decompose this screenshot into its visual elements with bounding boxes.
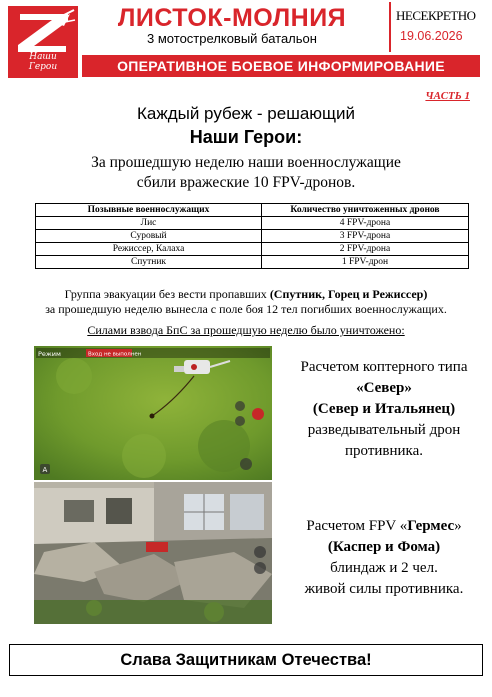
header-divider: [389, 2, 391, 52]
unit-name: 3 мотострелковый батальон: [147, 31, 317, 46]
crew-name-hermes: Гермес: [407, 518, 455, 534]
table-header-row: [36, 204, 469, 217]
headline: Каждый рубеж - решающий: [136, 104, 356, 123]
callsign-cell: Режиссер, Калаха: [36, 243, 262, 256]
drone-strike-photo-1: [34, 346, 272, 480]
table-row: [36, 230, 469, 243]
unit-logo: [8, 6, 78, 78]
logo-caption-line2: Герои: [28, 62, 58, 72]
callsign-cell: Спутник: [36, 256, 262, 269]
table-row: [36, 256, 469, 269]
logo-caption: [8, 52, 78, 72]
evacuation-pre: Группа эвакуации без вести пропавших: [64, 287, 270, 301]
caption1-line3: [286, 399, 482, 420]
table-row: [36, 243, 469, 256]
intro-line-1: За прошедшую неделю наши военнослужащие: [91, 154, 401, 171]
caption-hermes-crew: [286, 516, 482, 600]
green-field-image: [34, 346, 272, 480]
evacuation-line-2: за прошедшую неделю вынесла с поле боя 12 тел погибших военнослужащих.: [45, 302, 447, 316]
crew-members-hermes: (Каспер и Фома): [327, 539, 441, 555]
leaflet-header: [0, 0, 492, 84]
caption2-line3: блиндаж и 2 чел.: [330, 560, 438, 576]
svg-text:A: A: [42, 466, 48, 474]
logo-caption-line1: Наши: [29, 52, 57, 62]
heroes-table: [35, 203, 469, 269]
crew-members-north: (Север и Итальянец): [312, 401, 456, 417]
caption2-line1: Расчетом FPV «Гермес»: [306, 518, 462, 534]
evacuation-names: (Спутник, Горец и Режиссер): [269, 287, 428, 301]
classification-label: НЕСЕКРЕТНО: [396, 8, 476, 23]
platoon-results-heading: Силами взвода БпС за прошедшую неделю было уничтожено:: [87, 323, 405, 337]
ruined-building-image: [34, 482, 272, 624]
drones-cell: 1 FPV-дрон: [262, 256, 469, 269]
callsign-cell: Лис: [36, 217, 262, 230]
issue-date: 19.06.2026: [400, 29, 463, 43]
caption1-line5: противника.: [344, 443, 424, 459]
drones-cell: 2 FPV-дрона: [262, 243, 469, 256]
part-label: ЧАСТЬ 1: [425, 90, 470, 102]
column-header-callsigns: Позывные военнослужащих: [36, 204, 262, 217]
callsign-cell: Суровый: [36, 230, 262, 243]
caption-north-crew: [286, 357, 482, 462]
drones-cell: 3 FPV-дрона: [262, 230, 469, 243]
footer-slogan: Слава Защитникам Отечества!: [9, 644, 483, 676]
subheadline: Наши Герои:: [189, 127, 303, 147]
caption2-line2: [286, 537, 482, 558]
caption1-line1: Расчетом коптерного типа: [300, 359, 468, 375]
osd-status-tag: Вход не выполнен: [88, 351, 142, 358]
table-row: [36, 217, 469, 230]
caption2-pre: Расчетом FPV: [306, 518, 400, 534]
caption2-line4: живой силы противника.: [304, 581, 464, 597]
crew-name-north: Север: [363, 380, 405, 396]
caption1-line4: разведывательный дрон: [307, 422, 461, 438]
caption1-line2: «Север»: [356, 380, 412, 396]
drones-cell: 4 FPV-дрона: [262, 217, 469, 230]
evacuation-line-1: [10, 287, 482, 302]
intro-text: [40, 153, 452, 193]
evacuation-note: [10, 287, 482, 317]
leaflet-title: ЛИСТОК-МОЛНИЯ: [117, 4, 347, 32]
section-banner: ОПЕРАТИВНОЕ БОЕВОЕ ИНФОРМИРОВАНИЕ: [82, 55, 480, 77]
osd-mode-label: Режим: [38, 350, 61, 358]
column-header-drones: Количество уничтоженных дронов: [262, 204, 469, 217]
drone-strike-photo-2: [34, 482, 272, 624]
intro-line-2: сбили вражеские 10 FPV-дронов.: [136, 174, 356, 191]
